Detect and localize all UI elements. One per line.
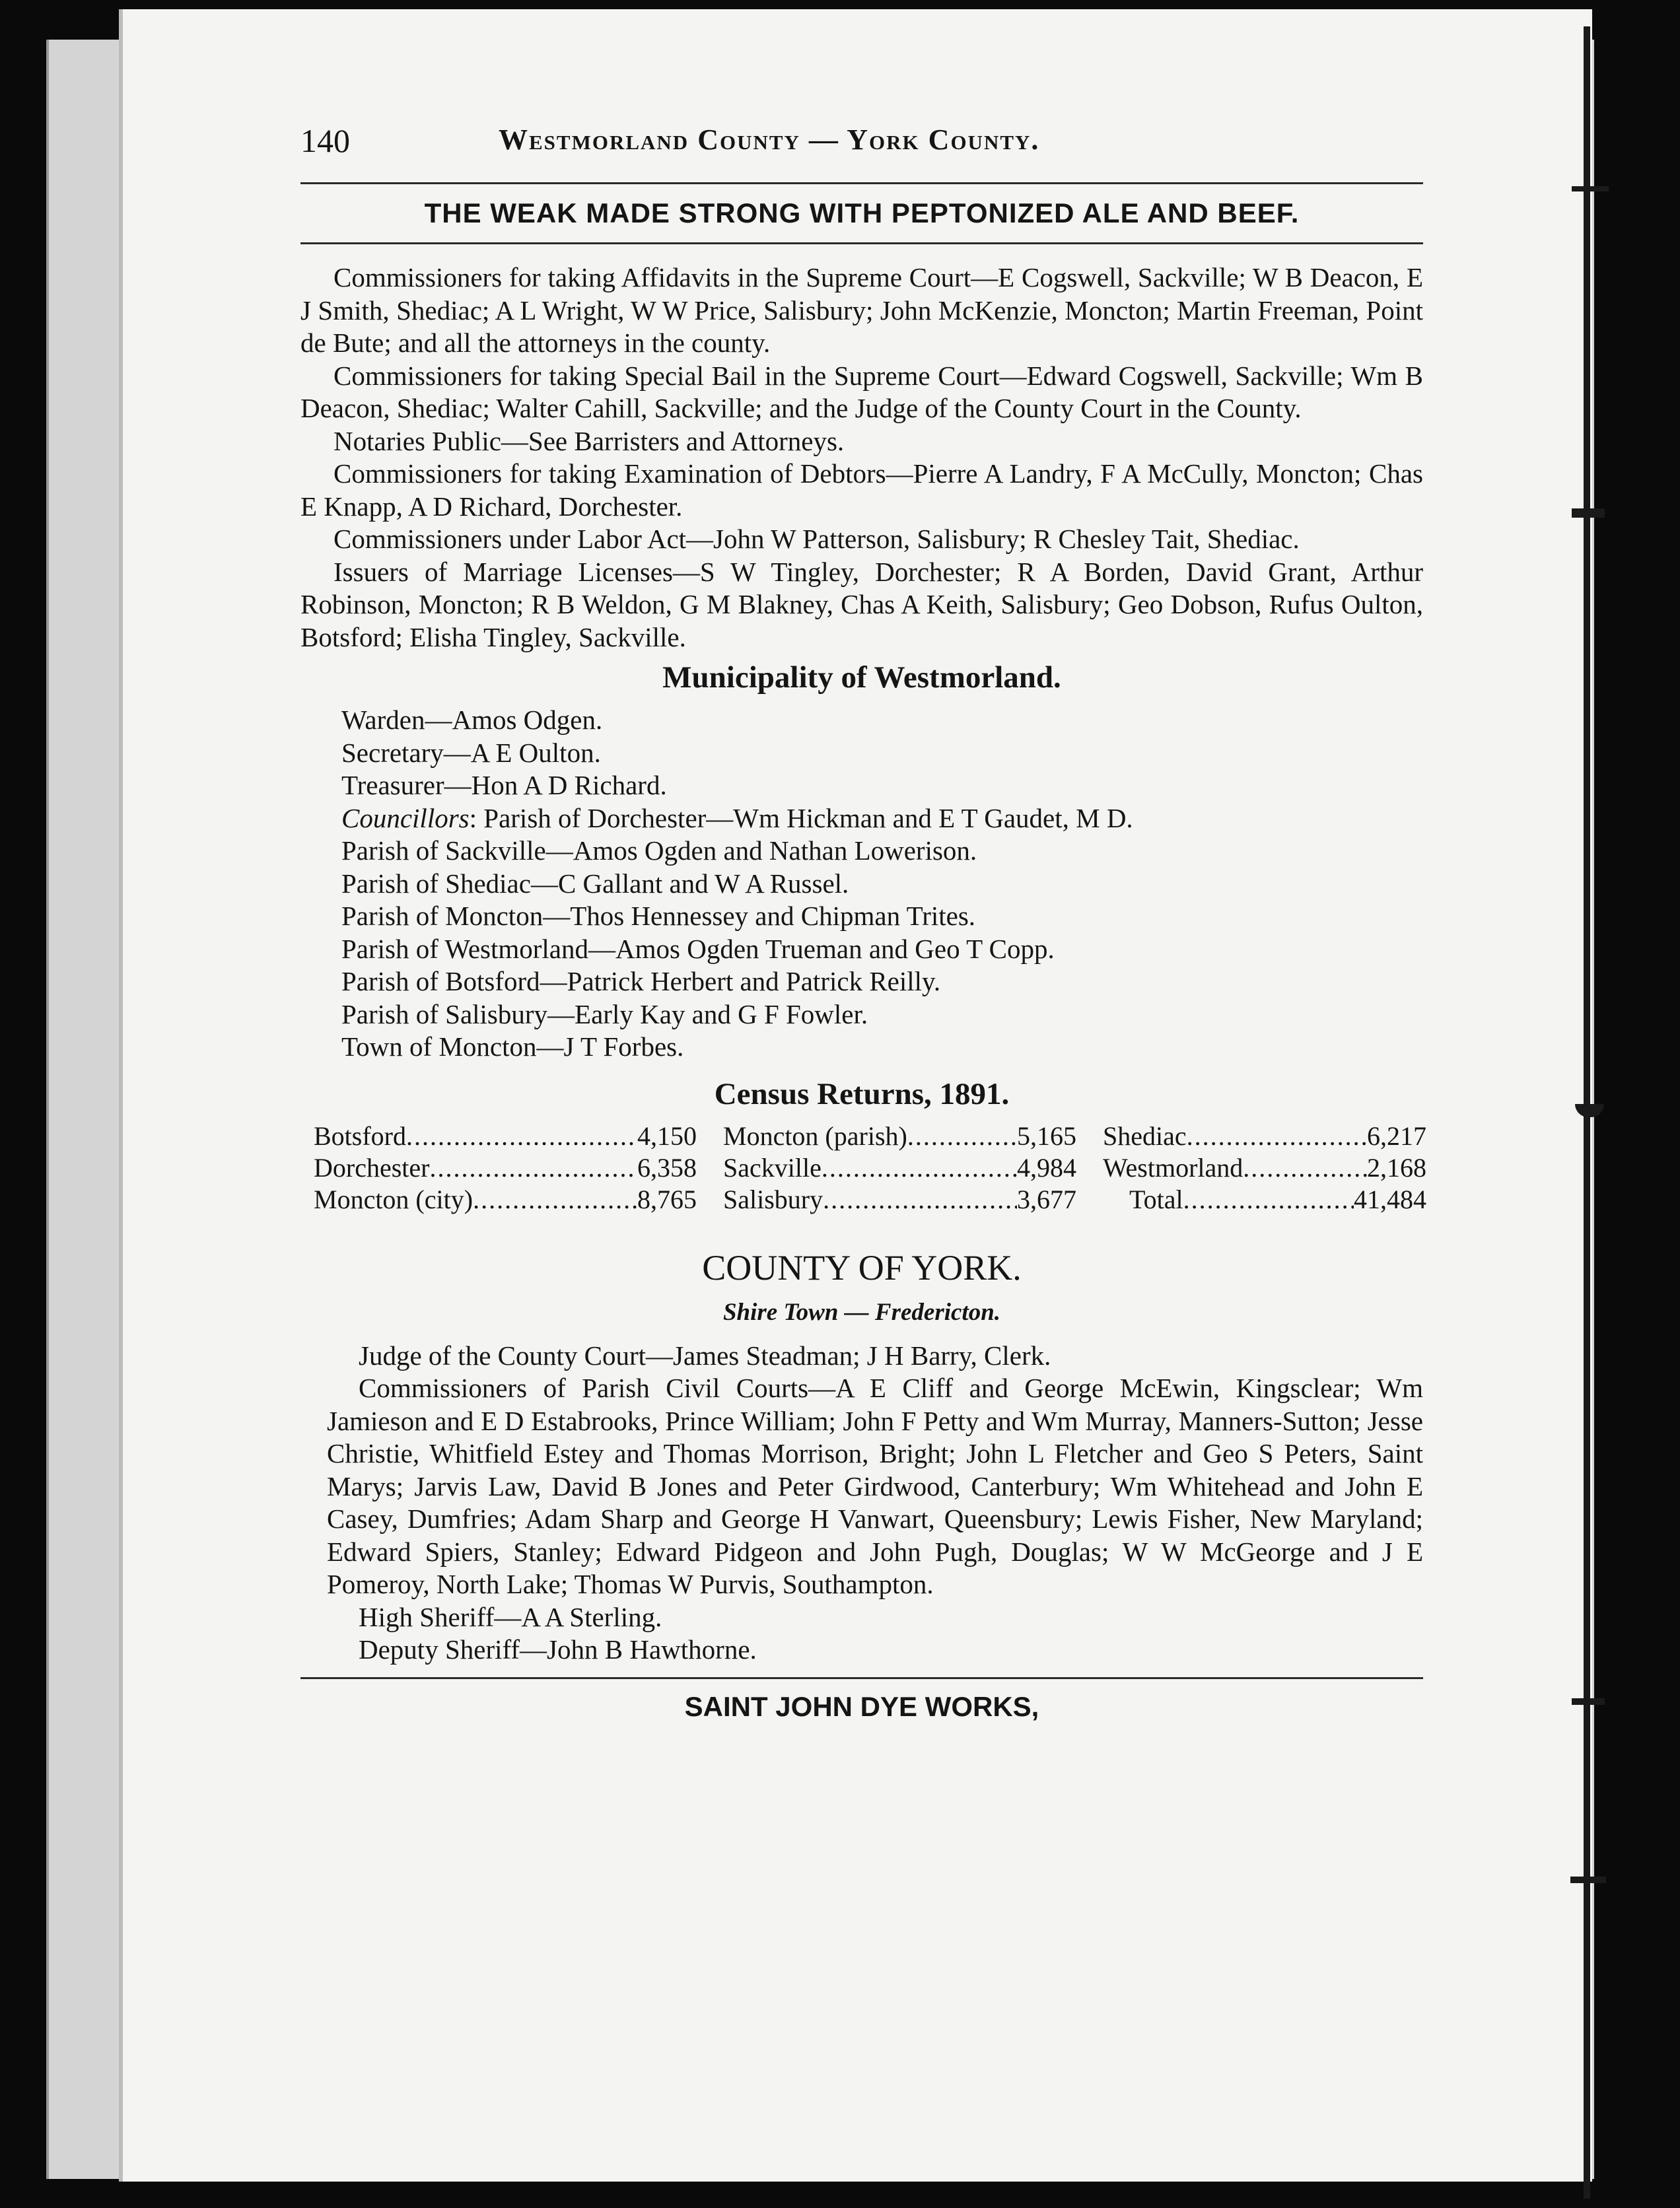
census-value: 6,358 xyxy=(637,1152,697,1183)
census-cell xyxy=(314,1184,697,1216)
census-table xyxy=(314,1121,1426,1216)
york-heading: COUNTY OF YORK. xyxy=(702,1247,1022,1288)
leader-dots xyxy=(1183,1184,1354,1216)
census-cell xyxy=(1076,1184,1426,1216)
parish-line: Parish of Moncton—Thos Hennessey and Chipman Trites. xyxy=(341,901,976,931)
page-number: 140 xyxy=(300,122,350,159)
census-value: 6,217 xyxy=(1367,1121,1426,1151)
census-cell xyxy=(697,1184,1076,1216)
warden-line: Warden—Amos Odgen. xyxy=(341,705,603,735)
paragraph: Commissioners of Parish Civil Courts—A E Cliff and George McEwin, Kingsclear; Wm Jamieson and E D Estabrooks, Prince William; John F Petty and Wm Murray, Manners-Sutton; Jesse Christie, Whitfield Estey and Thomas Morrison, Bright; John L Fletcher and Geo S Peters, Saint Marys; Jarvis Law, David B Jones and Peter Girdwood, Canterbury; Wm Whitehead and John E Casey, Dumfries; Adam Sharp and George H Vanwart, Queensbury; Lewis Fisher, New Maryland; Edward Spiers, Stanley; Edward Pidgeon and John Pugh, Douglas; W W McGeorge and J E Pomeroy, North Lake; Thomas W Purvis, Southampton. xyxy=(327,1373,1423,1599)
councillors-first: : Parish of Dorchester—Wm Hickman and E T Gaudet, M D. xyxy=(469,802,1133,833)
parish-line: Parish of Sackville—Amos Ogden and Nathan Lowerison. xyxy=(341,835,977,866)
leader-dots xyxy=(1187,1121,1367,1152)
census-cell xyxy=(314,1121,697,1152)
census-value: 2,168 xyxy=(1367,1152,1426,1183)
census-cell xyxy=(697,1121,1076,1152)
municipality-list xyxy=(341,704,1423,1064)
leader-dots xyxy=(429,1152,637,1184)
paragraph: Commissioners under Labor Act—John W Patterson, Salisbury; R Chesley Tait, Shediac. xyxy=(333,524,1300,554)
binding-mark xyxy=(1572,508,1605,518)
leader-dots xyxy=(1243,1152,1367,1184)
page-header xyxy=(300,112,1423,172)
paragraph: Commissioners for taking Examination of Debtors—Pierre A Landry, F A McCully, Moncton; Chas E Knapp, A D Richard, Dorchester. xyxy=(300,458,1423,522)
rule xyxy=(300,242,1423,244)
binding-mark xyxy=(1572,186,1609,191)
census-cell xyxy=(697,1152,1076,1184)
leader-dots xyxy=(907,1121,1017,1152)
page-content xyxy=(300,112,1426,1735)
census-place: Dorchester xyxy=(314,1152,430,1183)
york-officials xyxy=(327,1340,1423,1667)
leader-dots xyxy=(822,1152,1017,1184)
paragraph: High Sheriff—A A Sterling. xyxy=(359,1601,662,1632)
census-value: 5,165 xyxy=(1017,1121,1076,1151)
census-place: Moncton (parish) xyxy=(723,1121,907,1151)
census-heading: Census Returns, 1891. xyxy=(714,1076,1010,1111)
census-place: Moncton (city) xyxy=(314,1184,473,1214)
councillors-label: Councillors xyxy=(341,802,470,833)
binding-mark xyxy=(1572,1698,1605,1705)
census-place: Salisbury xyxy=(723,1184,823,1214)
paragraph: Issuers of Marriage Licenses—S W Tingley, Dorchester; R A Borden, David Grant, Arthur Robinson, Moncton; R B Weldon, G M Blakney, Chas A Keith, Salisbury; Geo Dobson, Rufus Oulton, Botsford; Elisha Tingley, Sackville. xyxy=(300,556,1423,652)
parish-line: Parish of Botsford—Patrick Herbert and Patrick Reilly. xyxy=(341,966,941,996)
parish-line: Parish of Westmorland—Amos Ogden Trueman and Geo T Copp. xyxy=(341,933,1055,964)
census-place: Westmorland xyxy=(1103,1152,1243,1183)
westmorland-officials xyxy=(300,261,1423,654)
leader-dots xyxy=(473,1184,637,1216)
census-place: Botsford xyxy=(314,1121,406,1151)
parish-line: Parish of Salisbury—Early Kay and G F Fowler. xyxy=(341,998,868,1029)
top-advert-banner: THE WEAK MADE STRONG WITH PEPTONIZED ALE AND BEEF. xyxy=(424,197,1300,228)
municipality-heading: Municipality of Westmorland. xyxy=(662,660,1061,695)
census-place: Sackville xyxy=(723,1152,822,1183)
census-cell xyxy=(1076,1152,1426,1184)
leader-dots xyxy=(823,1184,1017,1216)
councillors-line xyxy=(341,802,1423,835)
census-value: 3,677 xyxy=(1017,1184,1076,1214)
census-value: 4,984 xyxy=(1017,1152,1076,1183)
census-place: Shediac xyxy=(1103,1121,1187,1151)
census-value: 4,150 xyxy=(637,1121,697,1151)
treasurer-line: Treasurer—Hon A D Richard. xyxy=(341,770,667,800)
census-value: 8,765 xyxy=(637,1184,697,1214)
paragraph: Commissioners for taking Affidavits in the Supreme Court—E Cogswell, Sackville; W B Deacon, E J Smith, Shediac; A L Wright, W W Price, Salisbury; John McKenzie, Moncton; Martin Freeman, Point de Bute; and all the attorneys in the county. xyxy=(300,262,1423,358)
parish-line: Parish of Shediac—C Gallant and W A Russel. xyxy=(341,868,849,899)
bottom-advert-banner: SAINT JOHN DYE WORKS, xyxy=(684,1690,1039,1722)
paragraph: Commissioners for taking Special Bail in the Supreme Court—Edward Cogswell, Sackville; Wm B Deacon, Shediac; Walter Cahill, Sackville; and the Judge of the County Court in the County. xyxy=(300,360,1423,423)
census-place: Total xyxy=(1129,1184,1183,1214)
shire-town-line xyxy=(300,1295,1423,1330)
census-value: 41,484 xyxy=(1354,1184,1426,1214)
leader-dots xyxy=(406,1121,637,1152)
binding-mark xyxy=(1570,1877,1606,1883)
paragraph: Judge of the County Court—James Steadman; J H Barry, Clerk. xyxy=(359,1340,1051,1371)
census-cell xyxy=(314,1152,697,1184)
paragraph: Notaries Public—See Barristers and Attorneys. xyxy=(333,425,845,456)
running-head: Westmorland County — York County. xyxy=(499,123,1040,156)
parish-line: Town of Moncton—J T Forbes. xyxy=(341,1031,684,1062)
census-cell xyxy=(1076,1121,1426,1152)
shire-label: Shire Town xyxy=(722,1298,839,1326)
shire-value: — Fredericton. xyxy=(838,1298,1001,1326)
secretary-line: Secretary—A E Oulton. xyxy=(341,737,601,768)
paragraph: Deputy Sheriff—John B Hawthorne. xyxy=(359,1634,757,1665)
